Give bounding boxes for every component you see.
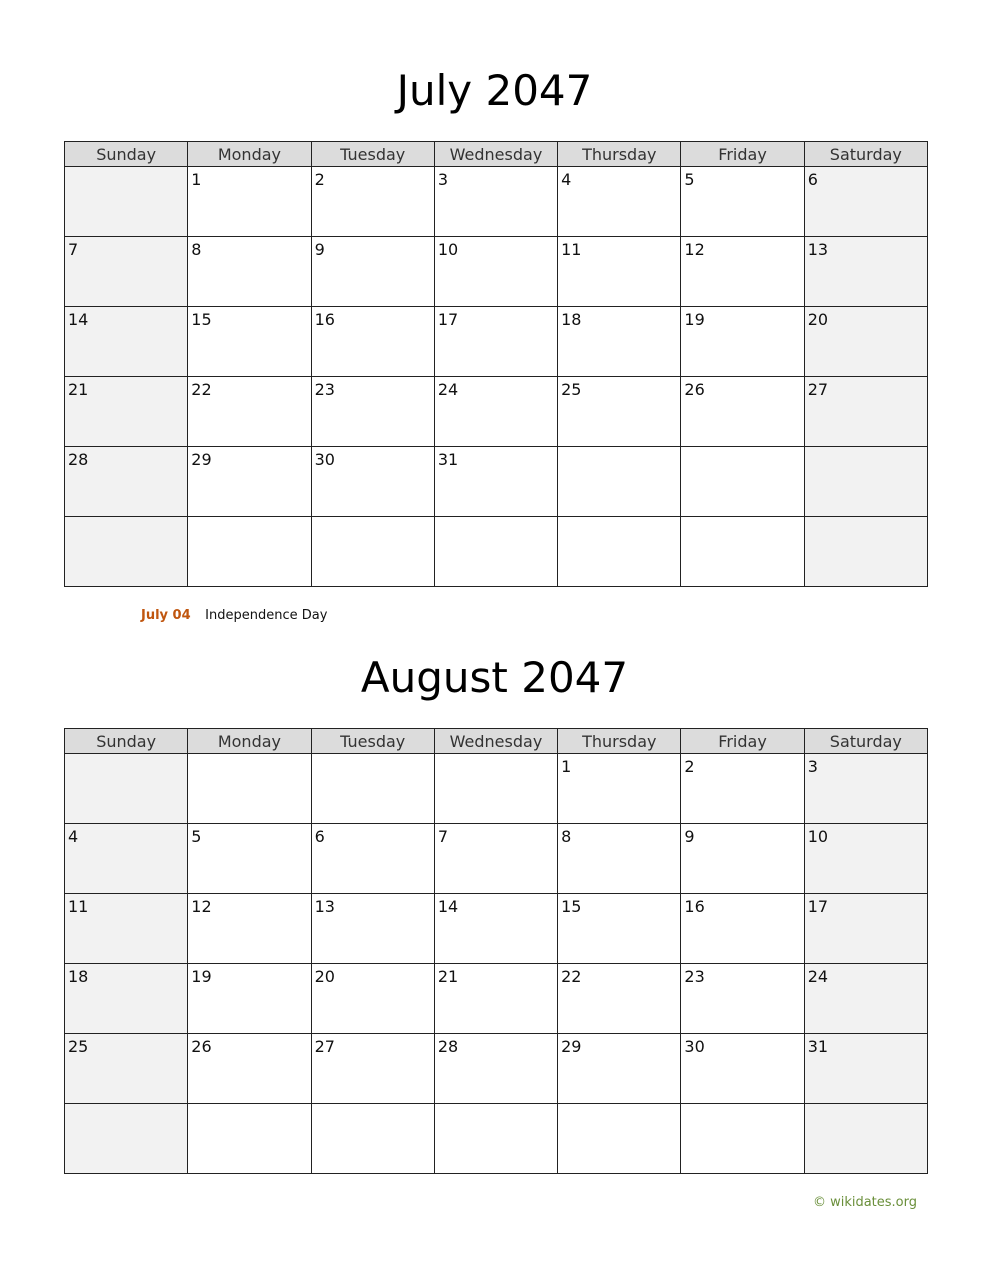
day-cell (311, 447, 434, 517)
day-number: 11 (68, 897, 89, 916)
day-number: 15 (561, 897, 582, 916)
day-number: 1 (561, 757, 572, 776)
day-number: 8 (561, 827, 572, 846)
day-number: 15 (191, 310, 212, 329)
day-cell (681, 447, 804, 517)
day-number (681, 1104, 803, 1107)
day-number (681, 447, 803, 450)
week-row (65, 964, 928, 1034)
day-cell (434, 167, 557, 237)
holiday-list (141, 607, 327, 625)
day-cell (804, 894, 927, 964)
weekday-header-row (65, 729, 928, 754)
weekday-header: Monday (188, 142, 311, 167)
day-cell (558, 1104, 681, 1174)
day-cell (188, 447, 311, 517)
day-number: 4 (561, 170, 572, 189)
day-cell (434, 1104, 557, 1174)
day-cell (804, 964, 927, 1034)
day-number: 29 (191, 450, 212, 469)
day-number (188, 517, 310, 520)
day-number: 7 (68, 240, 79, 259)
month-title-august: August 2047 (360, 653, 629, 702)
day-cell (558, 377, 681, 447)
calendar-grid-august (64, 728, 928, 1174)
day-number: 14 (68, 310, 89, 329)
day-number: 30 (314, 450, 335, 469)
day-number: 12 (191, 897, 212, 916)
day-number: 19 (191, 967, 212, 986)
day-number: 20 (807, 310, 829, 329)
day-number: 13 (314, 897, 335, 916)
day-number: 5 (191, 827, 202, 846)
day-cell (188, 237, 311, 307)
weekday-header: Saturday (804, 729, 927, 754)
day-cell (681, 754, 804, 824)
day-cell (188, 167, 311, 237)
day-cell (311, 307, 434, 377)
day-cell (65, 377, 188, 447)
day-cell (311, 517, 434, 587)
day-cell (65, 1034, 188, 1104)
day-cell (804, 307, 927, 377)
holiday-name: Independence Day (205, 608, 328, 623)
day-number: 26 (684, 380, 705, 399)
day-number: 10 (437, 240, 459, 259)
day-number: 29 (561, 1037, 582, 1056)
day-cell (434, 237, 557, 307)
day-number: 24 (807, 967, 829, 986)
day-number: 12 (684, 240, 705, 259)
day-number: 22 (561, 967, 582, 986)
day-cell (681, 964, 804, 1034)
day-cell (311, 754, 434, 824)
week-row (65, 447, 928, 517)
day-number (65, 517, 187, 520)
day-cell (434, 377, 557, 447)
day-number: 8 (191, 240, 202, 259)
day-cell (188, 1034, 311, 1104)
day-number (188, 1104, 310, 1107)
day-number: 2 (314, 170, 325, 189)
day-number: 23 (314, 380, 335, 399)
day-cell (311, 964, 434, 1034)
day-cell (434, 754, 557, 824)
day-number (558, 1104, 680, 1107)
day-number: 10 (807, 827, 829, 846)
day-number (65, 1104, 187, 1107)
day-number: 27 (807, 380, 829, 399)
day-cell (558, 754, 681, 824)
weekday-header: Sunday (65, 142, 188, 167)
day-cell (188, 517, 311, 587)
day-cell (311, 824, 434, 894)
day-number: 26 (191, 1037, 212, 1056)
day-cell (558, 517, 681, 587)
day-number: 25 (68, 1037, 89, 1056)
day-number: 22 (191, 380, 212, 399)
day-cell (188, 377, 311, 447)
day-number (435, 517, 557, 520)
day-number: 20 (314, 967, 335, 986)
day-cell (65, 167, 188, 237)
day-cell (681, 307, 804, 377)
day-number: 16 (314, 310, 335, 329)
week-row (65, 237, 928, 307)
weekday-header: Wednesday (434, 142, 557, 167)
day-number: 19 (684, 310, 705, 329)
day-cell (558, 167, 681, 237)
day-number: 2 (684, 757, 695, 776)
day-number: 31 (437, 450, 459, 469)
day-number: 11 (561, 240, 582, 259)
day-number (312, 517, 434, 520)
day-cell (681, 377, 804, 447)
day-number: 7 (437, 827, 449, 846)
week-row (65, 754, 928, 824)
weekday-header: Sunday (65, 729, 188, 754)
weekday-header: Tuesday (311, 729, 434, 754)
weekday-header: Thursday (558, 729, 681, 754)
day-cell (434, 964, 557, 1034)
day-cell (434, 894, 557, 964)
day-number: 17 (807, 897, 829, 916)
day-cell (681, 237, 804, 307)
day-number: 27 (314, 1037, 335, 1056)
day-number (435, 754, 557, 757)
day-cell (681, 894, 804, 964)
day-number (65, 754, 187, 757)
day-cell (681, 824, 804, 894)
weekday-header: Tuesday (311, 142, 434, 167)
day-cell (558, 1034, 681, 1104)
day-number: 14 (437, 897, 459, 916)
day-cell (558, 824, 681, 894)
day-cell (681, 1104, 804, 1174)
day-cell (188, 1104, 311, 1174)
day-number: 3 (437, 170, 449, 189)
week-row (65, 377, 928, 447)
day-cell (188, 824, 311, 894)
day-cell (681, 1034, 804, 1104)
day-number: 4 (68, 827, 79, 846)
day-cell (804, 824, 927, 894)
week-row (65, 517, 928, 587)
day-cell (558, 964, 681, 1034)
day-cell (558, 447, 681, 517)
day-cell (804, 167, 927, 237)
weekday-header: Thursday (558, 142, 681, 167)
day-cell (65, 447, 188, 517)
day-cell (188, 754, 311, 824)
week-row (65, 894, 928, 964)
day-cell (311, 167, 434, 237)
day-number (65, 167, 187, 170)
day-cell (804, 1104, 927, 1174)
day-number: 23 (684, 967, 705, 986)
day-number: 25 (561, 380, 582, 399)
day-cell (558, 307, 681, 377)
weekday-header: Friday (681, 729, 804, 754)
day-number: 24 (437, 380, 459, 399)
day-number: 18 (68, 967, 89, 986)
day-cell (804, 1034, 927, 1104)
day-number: 21 (68, 380, 89, 399)
weekday-header: Monday (188, 729, 311, 754)
day-number: 16 (684, 897, 705, 916)
day-number: 28 (437, 1037, 459, 1056)
day-cell (311, 1104, 434, 1174)
day-number (558, 447, 680, 450)
day-cell (434, 517, 557, 587)
week-row (65, 307, 928, 377)
day-cell (804, 377, 927, 447)
day-cell (434, 824, 557, 894)
day-number: 28 (68, 450, 89, 469)
weekday-header-row (65, 142, 928, 167)
month-title-july: July 2047 (396, 66, 593, 115)
week-row (65, 824, 928, 894)
day-cell (804, 447, 927, 517)
day-cell (188, 894, 311, 964)
day-number: 3 (807, 757, 818, 776)
weekday-header: Wednesday (434, 729, 557, 754)
day-number (435, 1104, 557, 1107)
site-credit: © wikidates.org (812, 1195, 917, 1210)
day-cell (311, 1034, 434, 1104)
day-cell (311, 894, 434, 964)
day-number: 5 (684, 170, 695, 189)
day-number (681, 517, 803, 520)
day-number (558, 517, 680, 520)
day-number (805, 447, 927, 450)
day-cell (65, 824, 188, 894)
day-cell (558, 237, 681, 307)
day-number: 1 (191, 170, 202, 189)
day-cell (434, 307, 557, 377)
day-number: 17 (437, 310, 459, 329)
day-cell (65, 517, 188, 587)
week-row (65, 1034, 928, 1104)
day-number: 30 (684, 1037, 705, 1056)
day-number: 9 (684, 827, 695, 846)
day-number (188, 754, 310, 757)
day-cell (188, 307, 311, 377)
day-cell (804, 517, 927, 587)
day-number: 9 (314, 240, 325, 259)
day-cell (558, 894, 681, 964)
day-cell (681, 167, 804, 237)
holiday-date: July 04 (141, 608, 191, 623)
day-cell (65, 237, 188, 307)
weekday-header: Friday (681, 142, 804, 167)
day-cell (65, 754, 188, 824)
holiday-item (141, 607, 327, 625)
day-number (312, 1104, 434, 1107)
day-cell (311, 237, 434, 307)
day-number: 13 (807, 240, 829, 259)
day-cell (804, 754, 927, 824)
day-number: 21 (437, 967, 459, 986)
calendar-grid-july (64, 141, 928, 587)
day-cell (804, 237, 927, 307)
day-cell (188, 964, 311, 1034)
day-cell (681, 517, 804, 587)
day-cell (65, 1104, 188, 1174)
day-number: 6 (314, 827, 325, 846)
day-number: 6 (807, 170, 818, 189)
day-cell (434, 447, 557, 517)
day-cell (311, 377, 434, 447)
day-cell (65, 307, 188, 377)
day-cell (434, 1034, 557, 1104)
day-cell (65, 894, 188, 964)
day-number (805, 517, 927, 520)
day-cell (65, 964, 188, 1034)
day-number (312, 754, 434, 757)
day-number: 18 (561, 310, 582, 329)
day-number (805, 1104, 927, 1107)
week-row (65, 167, 928, 237)
day-number: 31 (807, 1037, 829, 1056)
week-row (65, 1104, 928, 1174)
weekday-header: Saturday (804, 142, 927, 167)
